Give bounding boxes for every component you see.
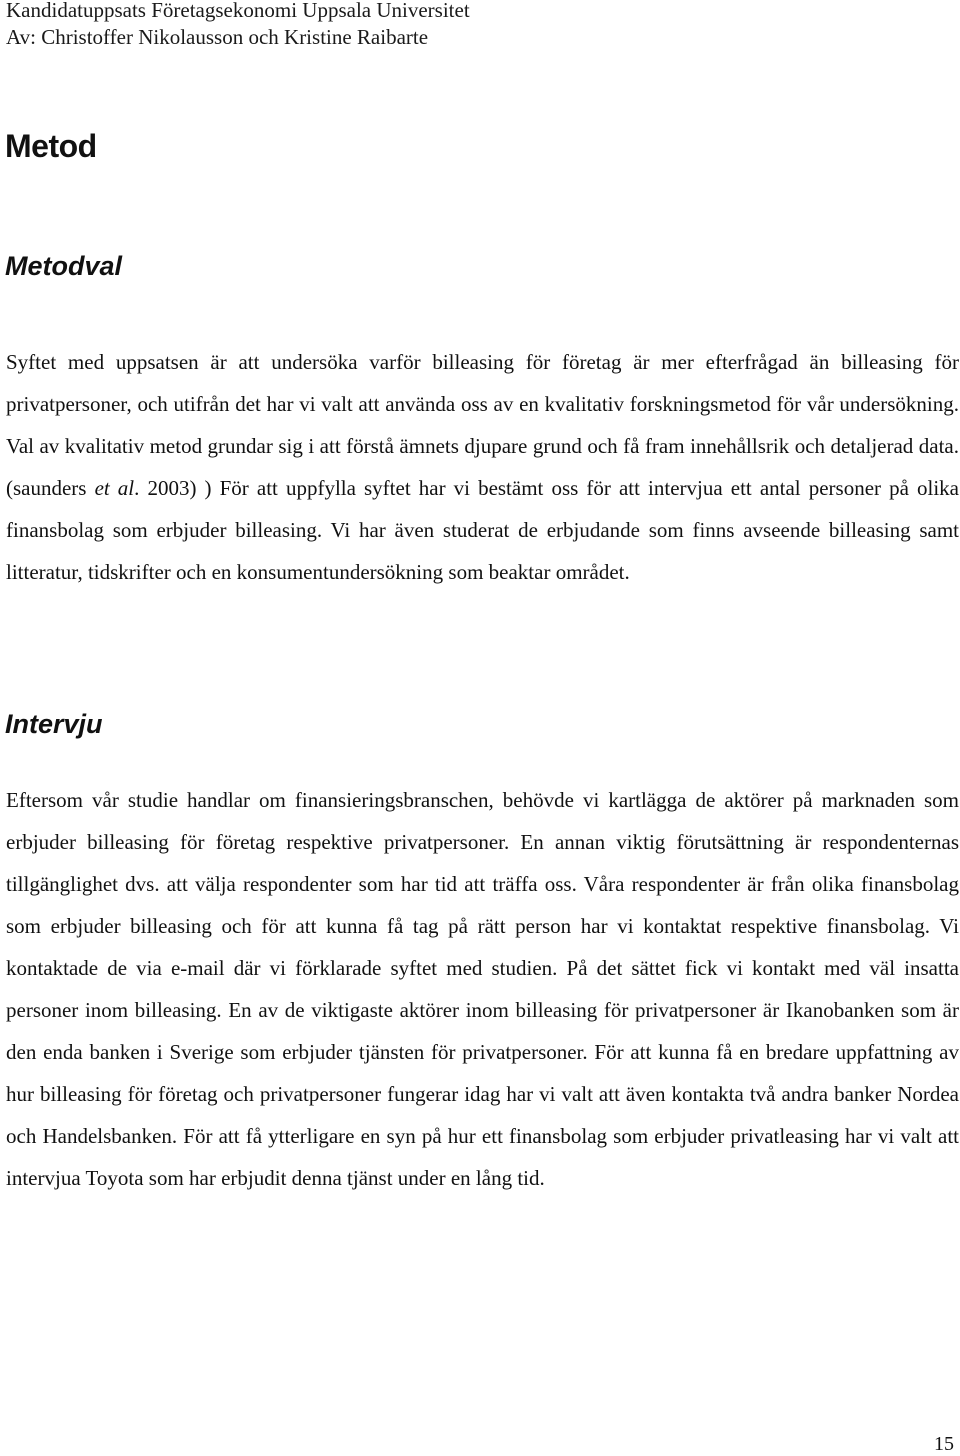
running-header-authors: Av: Christoffer Nikolausson och Kristine Raibarte (6, 25, 429, 49)
subsection-heading-metodval: Metodval (5, 251, 123, 281)
page-number: 15 (934, 1433, 954, 1455)
paragraph-metodval-text-1: Syftet med uppsatsen är att undersöka varför billeasing för företag är mer efterfrågad än billeasing för privatpersoner, och utifrån det har vi valt att använda oss av en kvalitativ forskningsmetod för vår undersökning. Val av kvalitativ metod grundar sig i att förstå ämnets djupare grund och få fram innehållsrik och detaljerad data.(saunders (6, 350, 959, 500)
section-title: Metod (5, 128, 97, 164)
paragraph-intervju: Eftersom vår studie handlar om finansieringsbranschen, behövde vi kartlägga de aktörer på marknaden som erbjuder billeasing för företag respektive privatpersoner. En annan viktig förutsättning är respondenternas tillgänglighet dvs. att välja respondenter som har tid att träffa oss. Våra respondenter är från olika finansbolag som erbjuder billeasing och för att kunna få tag på rätt person har vi kontaktat respektive finansbolag. Vi kontaktade de via e-mail där vi förklarade syftet med studien. På det sättet fick vi kontakt med väl insatta personer inom billeasing. En av de viktigaste aktörer inom billeasing för privatpersoner är Ikanobanken som är den enda banken i Sverige som erbjuder tjänsten för privatpersoner. För att kunna få en bredare uppfattning av hur billeasing för företag och privatpersoner fungerar idag har vi valt att även kontakta två andra banker Nordea och Handelsbanken. För att få ytterligare en syn på hur ett finansbolag som erbjuder privatleasing har vi valt att intervjua Toyota som har erbjudit denna tjänst under en lång tid. (6, 788, 959, 1190)
paragraph-metodval-text-2: . 2003) ) För att uppfylla syftet har vi bestämt oss för att intervjua ett antal personer på olika finansbolag som erbjuder billeasing. Vi har även studerat de erbjudande som finns avseende billeasing samt litteratur, tidskrifter och en konsumentundersökning som beaktar området. (6, 476, 959, 584)
citation-et-al: et al (94, 476, 135, 500)
paragraph-metodval (6, 341, 959, 593)
running-header-course: Kandidatuppsats Företagsekonomi Uppsala Universitet (6, 0, 470, 22)
subsection-heading-intervju: Intervju (5, 709, 103, 739)
